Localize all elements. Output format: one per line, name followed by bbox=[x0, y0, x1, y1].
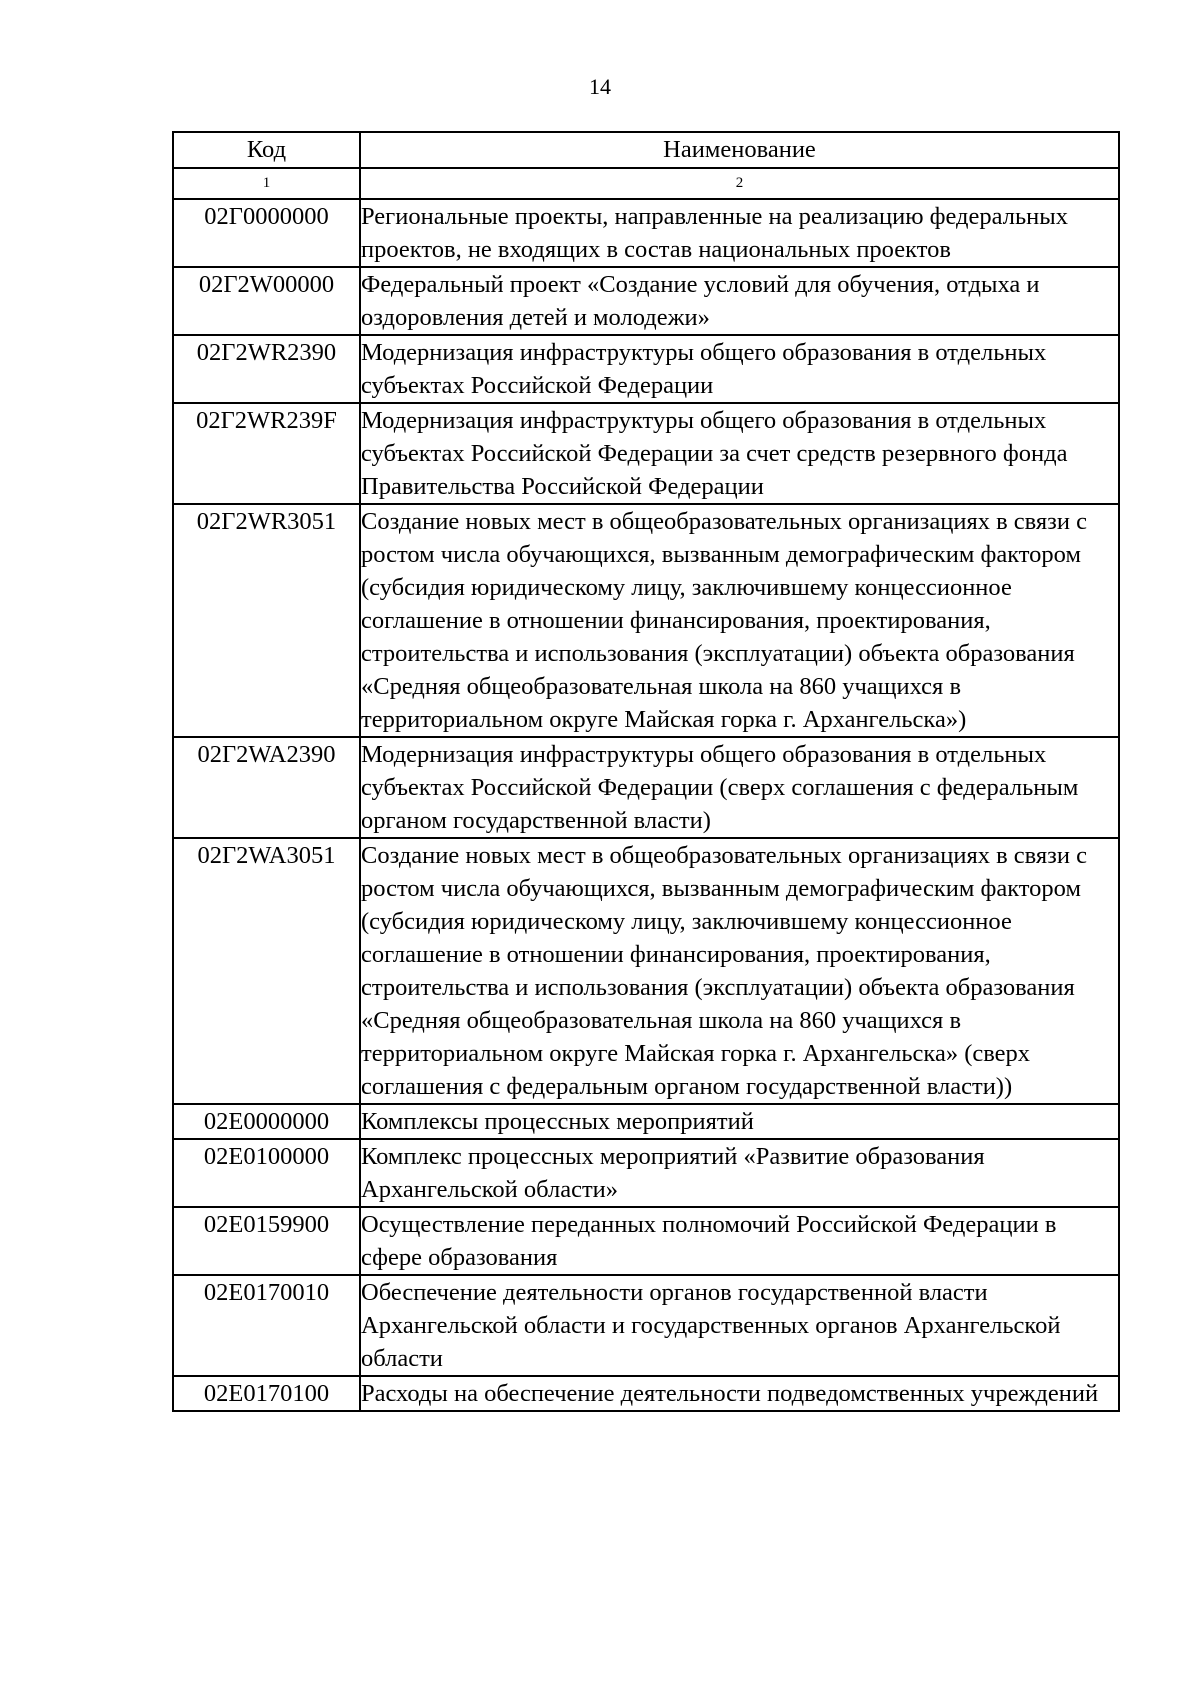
row-name: Модернизация инфраструктуры общего образования в отдельных субъектах Российской Федерации (сверх соглашения с федеральным органом государственной власти) bbox=[360, 737, 1119, 838]
row-name: Модернизация инфраструктуры общего образования в отдельных субъектах Российской Федерации за счет средств резервного фонда Правительства Российской Федерации bbox=[360, 403, 1119, 504]
row-name: Федеральный проект «Создание условий для обучения, отдыха и оздоровления детей и молодежи» bbox=[360, 267, 1119, 335]
budget-code-table bbox=[172, 131, 1120, 1412]
column-number-code: 1 bbox=[173, 168, 360, 199]
row-name: Региональные проекты, направленные на реализацию федеральных проектов, не входящих в состав национальных проектов bbox=[360, 199, 1119, 267]
column-numbering-row bbox=[173, 168, 1119, 199]
table-row bbox=[173, 1104, 1119, 1139]
row-code: 02Г2WA2390 bbox=[173, 737, 360, 838]
page-number: 14 bbox=[589, 74, 611, 99]
row-name: Создание новых мест в общеобразовательных организациях в связи с ростом числа обучающихся, вызванным демографическим фактором (субсидия юридическому лицу, заключившему концессионное соглашение в отношении финансирования, проектирования, строительства и использования (эксплуатации) объекта образования «Средняя общеобразовательная школа на 860 учащихся в территориальном округе Майская горка г. Архангельска» (сверх соглашения с федеральным органом государственной власти)) bbox=[360, 838, 1119, 1104]
row-code: 02Г2WA3051 bbox=[173, 838, 360, 1104]
table-row bbox=[173, 335, 1119, 403]
row-code: 02Г0000000 bbox=[173, 199, 360, 267]
table-row bbox=[173, 1207, 1119, 1275]
row-code: 02Е0100000 bbox=[173, 1139, 360, 1207]
row-code: 02Г2WR2390 bbox=[173, 335, 360, 403]
table-row bbox=[173, 1275, 1119, 1376]
table-row bbox=[173, 199, 1119, 267]
row-name: Создание новых мест в общеобразовательных организациях в связи с ростом числа обучающихся, вызванным демографическим фактором (субсидия юридическому лицу, заключившему концессионное соглашение в отношении финансирования, проектирования, строительства и использования (эксплуатации) объекта образования «Средняя общеобразовательная школа на 860 учащихся в территориальном округе Майская горка г. Архангельска») bbox=[360, 504, 1119, 737]
table-row bbox=[173, 267, 1119, 335]
table-row bbox=[173, 1376, 1119, 1411]
column-number-name: 2 bbox=[360, 168, 1119, 199]
row-code: 02Г2WR239F bbox=[173, 403, 360, 504]
row-name: Модернизация инфраструктуры общего образования в отдельных субъектах Российской Федерации bbox=[360, 335, 1119, 403]
table-row bbox=[173, 1139, 1119, 1207]
header-name: Наименование bbox=[360, 132, 1119, 168]
row-code: 02Е0000000 bbox=[173, 1104, 360, 1139]
row-code: 02Г2WR3051 bbox=[173, 504, 360, 737]
table-row bbox=[173, 403, 1119, 504]
row-name: Обеспечение деятельности органов государственной власти Архангельской области и государственных органов Архангельской области bbox=[360, 1275, 1119, 1376]
row-name: Осуществление переданных полномочий Российской Федерации в сфере образования bbox=[360, 1207, 1119, 1275]
row-code: 02Е0170010 bbox=[173, 1275, 360, 1376]
table-row bbox=[173, 838, 1119, 1104]
row-name: Комплексы процессных мероприятий bbox=[360, 1104, 1119, 1139]
table-header-row bbox=[173, 132, 1119, 168]
row-name: Комплекс процессных мероприятий «Развитие образования Архангельской области» bbox=[360, 1139, 1119, 1207]
row-code: 02Г2W00000 bbox=[173, 267, 360, 335]
row-code: 02Е0170100 bbox=[173, 1376, 360, 1411]
row-name: Расходы на обеспечение деятельности подведомственных учреждений bbox=[360, 1376, 1119, 1411]
row-code: 02Е0159900 bbox=[173, 1207, 360, 1275]
table-row bbox=[173, 504, 1119, 737]
header-code: Код bbox=[173, 132, 360, 168]
table-row bbox=[173, 737, 1119, 838]
